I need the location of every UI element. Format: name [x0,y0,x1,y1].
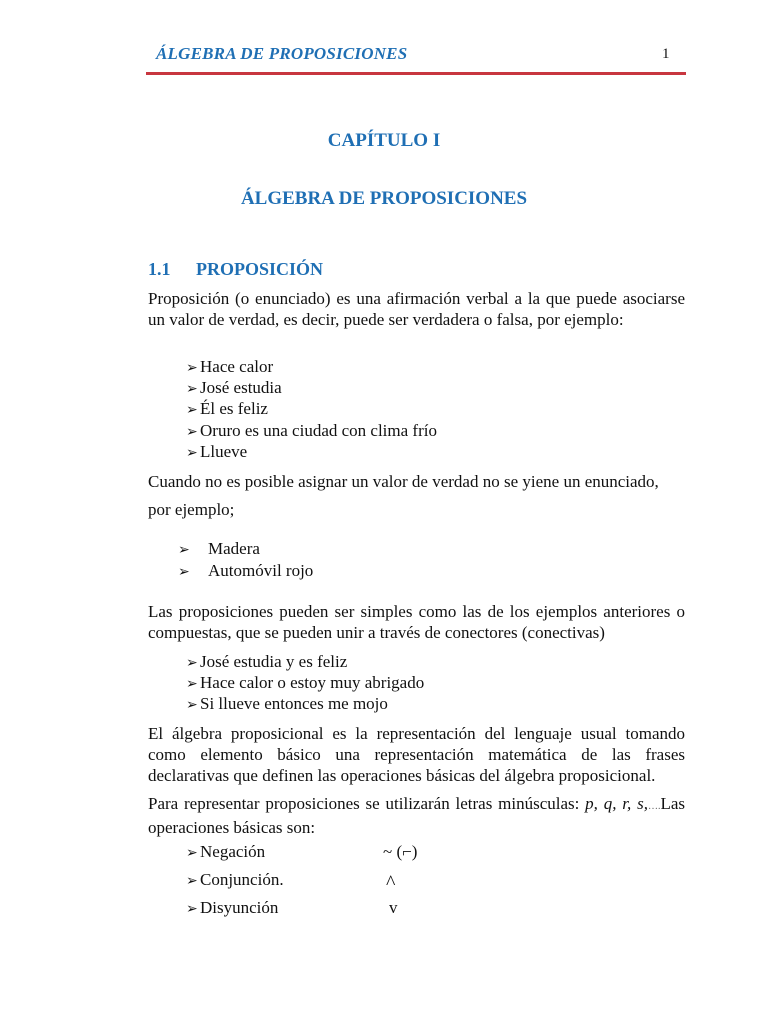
non-statement-line-2: por ejemplo; [148,500,235,519]
intro-paragraph: Proposición (o enunciado) es una afirmación verbal a la que puede asociarse un valor de verdad, es decir, puede ser verdadera o falsa, por ejemplo: [148,289,685,329]
running-header-title: ÁLGEBRA DE PROPOSICIONES [156,44,408,63]
list-item: ➢ Hace calor o estoy muy abrigado [186,672,424,695]
list-item: ➢ Hace calor [186,356,273,379]
list-item: ➢ José estudia [186,377,282,400]
algebra-definition-paragraph: El álgebra proposicional es la representación del lenguaje usual tomando como elemento básico una representación matemática de las frases declarativas que definen las operaciones básicas del álgebra proposicional. [148,724,685,785]
arrowhead-bullet-icon: ➢ [186,656,198,671]
section-number: 1.1 [148,259,171,279]
arrowhead-bullet-icon: ➢ [186,874,198,889]
arrowhead-bullet-icon: ➢ [186,846,198,861]
section-title: PROPOSICIÓN [196,259,324,279]
operation-row [186,842,265,862]
operation-name: Negación [200,842,266,861]
operation-row [186,898,278,918]
arrowhead-bullet-icon: ➢ [178,565,190,580]
arrowhead-bullet-icon: ➢ [186,403,198,418]
arrowhead-bullet-icon: ➢ [186,698,198,713]
arrowhead-bullet-icon: ➢ [186,446,198,461]
arrowhead-bullet-icon: ➢ [186,902,198,917]
arrowhead-bullet-icon: ➢ [178,543,190,558]
chapter-label: CAPÍTULO I [327,130,441,151]
list-item: ➢ Madera [178,539,260,558]
chapter-title: ÁLGEBRA DE PROPOSICIONES [240,188,528,209]
operation-symbol: ^ [386,872,396,894]
list-item: ➢ José estudia y es feliz [186,651,347,674]
operation-name: Conjunción. [200,870,284,889]
arrowhead-bullet-icon: ➢ [186,677,198,692]
list-item: ➢ Automóvil rojo [178,561,314,580]
operation-symbol: ~ (⌐) [383,842,418,861]
section-heading [148,259,323,280]
list-item: ➢ Llueve [186,441,247,464]
operation-row [186,870,284,890]
page-number: 1 [662,46,670,62]
variable-letters: p, q, r, s, [585,794,648,813]
non-statement-line-1: Cuando no es posible asignar un valor de verdad no se yiene un enunciado, [148,472,659,491]
list-item: ➢ Él es feliz [186,398,268,421]
arrowhead-bullet-icon: ➢ [186,425,198,440]
list-item: ➢ Oruro es una ciudad con clima frío [186,420,437,443]
operation-symbol: v [389,898,398,917]
letters-paragraph: Para representar proposiciones se utilizarán letras minúsculas: p, q, r, s,….Las operaciones básicas son: [148,794,685,837]
arrowhead-bullet-icon: ➢ [186,382,198,397]
header-rule [146,72,686,75]
operation-name: Disyunción [200,898,279,917]
list-item: ➢ Si llueve entonces me mojo [186,693,388,716]
compound-paragraph: Las proposiciones pueden ser simples como las de los ejemplos anteriores o compuestas, que se pueden unir a través de conectores (conectivas) [148,602,685,642]
arrowhead-bullet-icon: ➢ [186,361,198,376]
